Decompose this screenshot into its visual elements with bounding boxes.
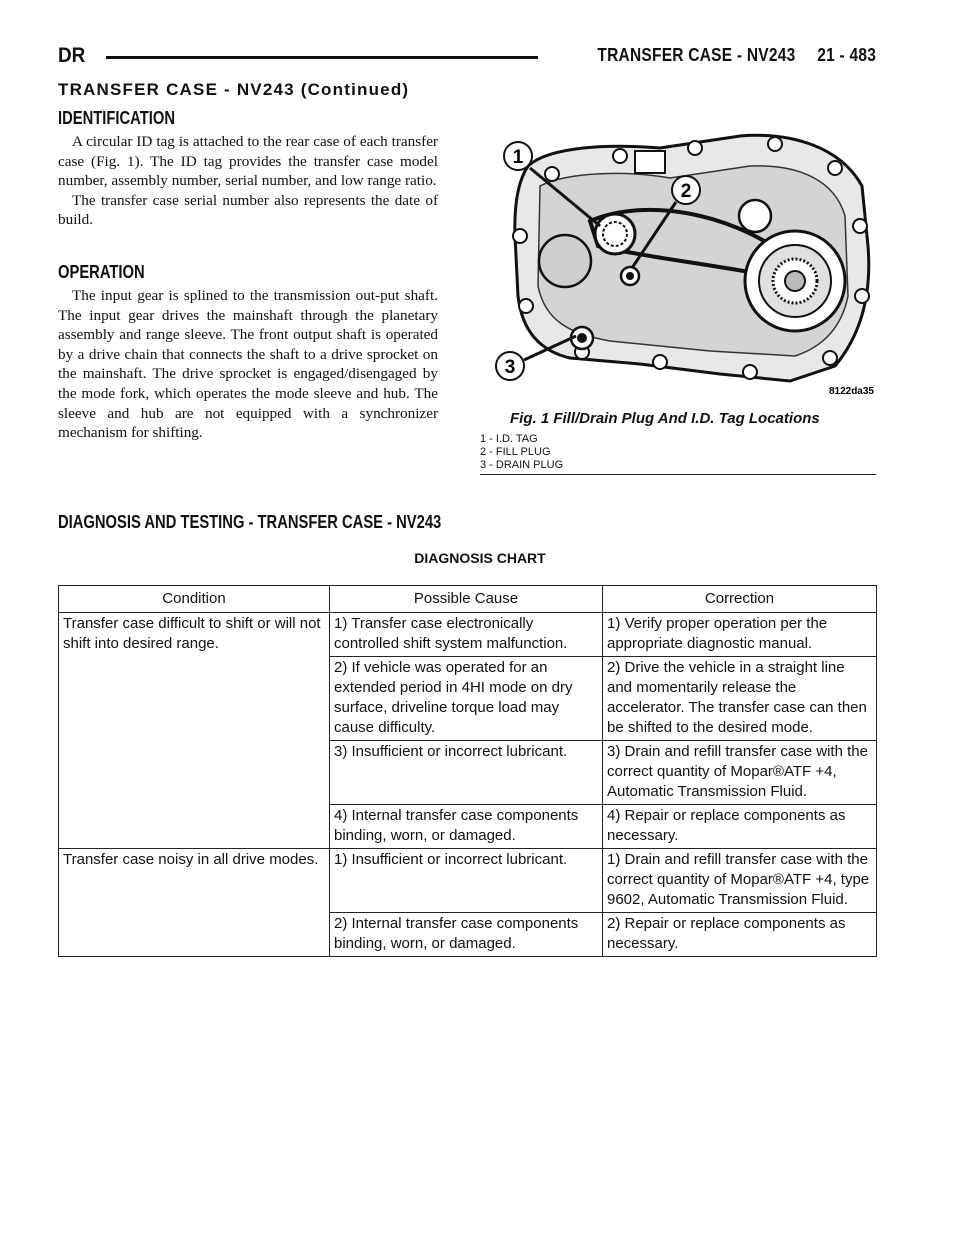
header-page-number: 21 - 483 — [817, 45, 876, 65]
figure-code: 8122da35 — [828, 386, 874, 397]
callout-1: 1 — [512, 147, 524, 168]
condition-cell: Transfer case difficult to shift or will not shift into desired range. — [59, 613, 330, 849]
correction-cell: 2) Repair or replace components as necessary. — [603, 913, 877, 957]
cause-cell: 1) Insufficient or incorrect lubricant. — [330, 849, 603, 913]
correction-cell: 4) Repair or replace components as necessary. — [603, 805, 877, 849]
column-header-cause: Possible Cause — [330, 586, 603, 613]
header-right — [597, 45, 876, 66]
column-header-correction: Correction — [603, 586, 877, 613]
identification-heading: IDENTIFICATION — [58, 108, 175, 128]
header-model-code: DR — [58, 44, 86, 67]
correction-cell: 1) Drain and refill transfer case with the correct quantity of Mopar®ATF +4, type 9602, Automatic Transmission Fluid. — [603, 849, 877, 913]
operation-heading: OPERATION — [58, 262, 145, 282]
page-header — [58, 44, 876, 74]
callout-2: 2 — [680, 181, 692, 202]
cause-cell: 4) Internal transfer case components binding, worn, or damaged. — [330, 805, 603, 849]
callout-3: 3 — [504, 357, 516, 378]
diagnosis-heading: DIAGNOSIS AND TESTING - TRANSFER CASE - NV243 — [58, 512, 442, 532]
identification-paragraph-2: The transfer case serial number also represents the date of build. — [58, 191, 438, 229]
figure-caption — [480, 410, 876, 475]
header-section-title: TRANSFER CASE - NV243 — [597, 45, 796, 65]
correction-cell: 2) Drive the vehicle in a straight line and momentarily release the accelerator. The transfer case can then be shifted to the desired mode. — [603, 657, 877, 741]
condition-cell: Transfer case noisy in all drive modes. — [59, 849, 330, 957]
legend-item: 1 - I.D. TAG — [480, 433, 538, 445]
diagnosis-chart-title: DIAGNOSIS CHART — [414, 550, 546, 566]
table-header-row — [59, 586, 877, 613]
cause-cell: 2) Internal transfer case components binding, worn, or damaged. — [330, 913, 603, 957]
continued-title: TRANSFER CASE - NV243 (Continued) — [58, 80, 410, 99]
header-rule — [106, 56, 538, 59]
table-row — [59, 613, 877, 657]
cause-cell: 3) Insufficient or incorrect lubricant. — [330, 741, 603, 805]
legend-item: 2 - FILL PLUG — [480, 446, 551, 458]
correction-cell: 1) Verify proper operation per the appropriate diagnostic manual. — [603, 613, 877, 657]
identification-paragraph-1: A circular ID tag is attached to the rear case of each transfer case (Fig. 1). The ID tag provides the transfer case model number, assembly number, serial number, and low range ratio. — [58, 133, 438, 190]
table-row — [59, 849, 877, 913]
legend-item: 3 - DRAIN PLUG — [480, 459, 564, 471]
figure-legend — [480, 433, 876, 472]
transfer-case-illustration — [490, 126, 876, 406]
cause-cell: 2) If vehicle was operated for an extended period in 4HI mode on dry surface, driveline torque load may cause difficulty. — [330, 657, 603, 741]
identification-body — [58, 132, 438, 230]
cause-cell: 1) Transfer case electronically controlled shift system malfunction. — [330, 613, 603, 657]
correction-cell: 3) Drain and refill transfer case with the correct quantity of Mopar®ATF +4, Automatic Transmission Fluid. — [603, 741, 877, 805]
figure-caption-title: Fig. 1 Fill/Drain Plug And I.D. Tag Locations — [510, 410, 820, 427]
diagnosis-table — [58, 585, 877, 957]
operation-paragraph-1: The input gear is splined to the transmission out-put shaft. The input gear drives the mainshaft through the planetary assembly and range sleeve. The front output shaft is operated by a drive chain that connects the shaft to a drive sprocket on the mainshaft. The drive sprocket is engaged/disengaged by the mode fork, which operates the mode sleeve and hub. The sleeve and hub are not equipped with a synchronizer mechanism for shifting. — [58, 287, 438, 442]
figure-rule — [480, 474, 876, 475]
column-header-condition: Condition — [59, 586, 330, 613]
operation-body — [58, 286, 438, 443]
